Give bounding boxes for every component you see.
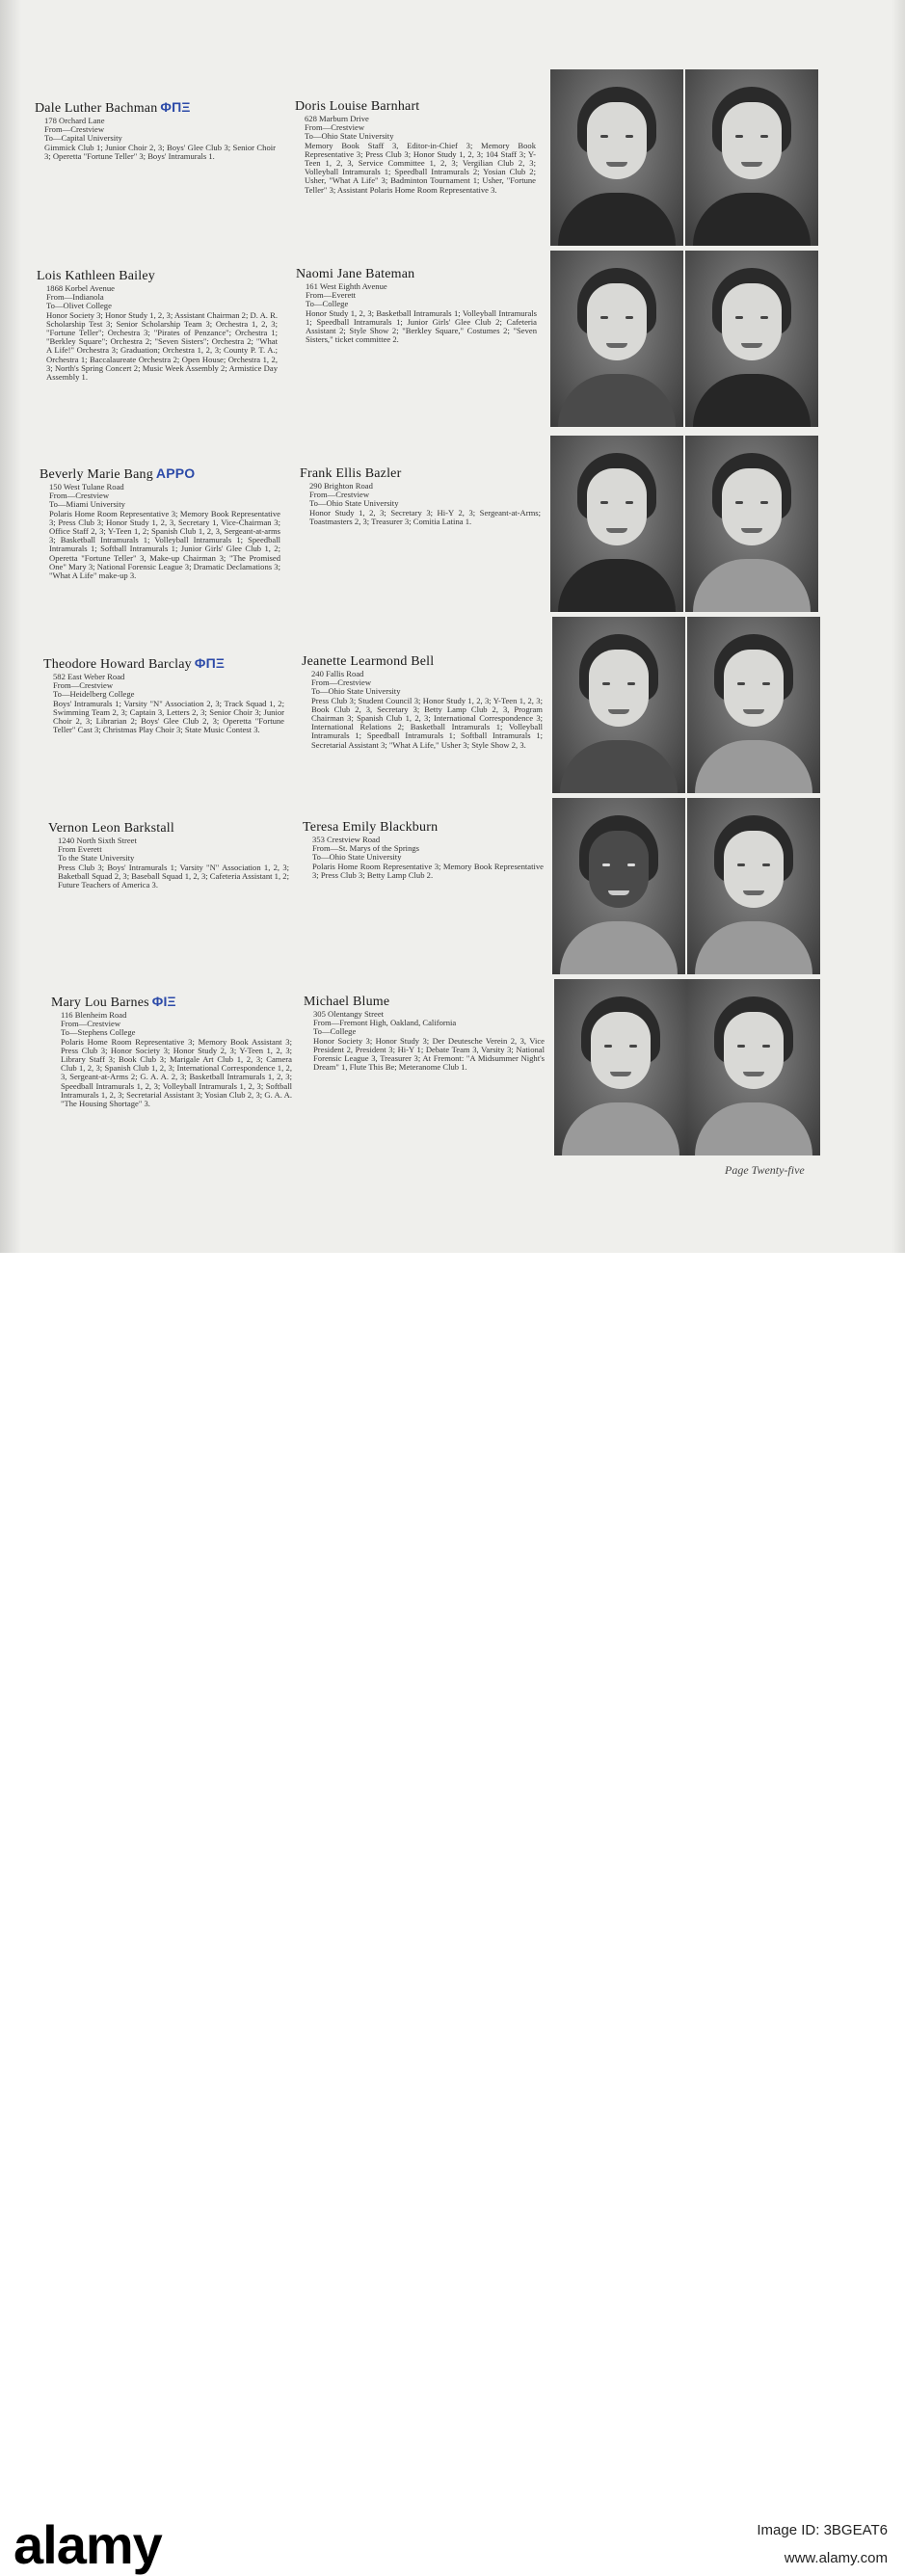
activities: Honor Society 3; Honor Study 1, 2, 3; Assistant Chairman 2; D. A. R. Scholarship Test 3; Senior Scholarship Team 3; Orchestra 1, 2, 3; "Fortune Teller"; Orchestra 3; "Pirates of Penzance"; Orchestra 1; "Berkley Square"; Orchestra 2; "Seven Sisters"; Orchestra 2; "What A Life!" Orchestra 3; Graduation; Orchestra 1, 2, 3; County P. T. A.; Orchestra 1; Baccalaureate Orchestra 2; Open House; Orchestra 1, 2, 3; North's Spring Concert 2; Music Week Assembly 2; Armistice Day Assembly 1. <box>46 309 278 383</box>
address: 150 West Tulane Road <box>49 482 124 491</box>
entry-bateman <box>296 267 537 344</box>
brand-logo: alamy <box>13 2514 162 2575</box>
address: 178 Orchard Lane <box>44 116 105 125</box>
image-id-block <box>757 2521 888 2567</box>
image-url: www.alamy.com <box>784 2550 888 2566</box>
portrait-photo <box>687 979 820 1155</box>
handwritten-mark: ΦΠΞ <box>194 655 226 671</box>
to-school: To—Heidelberg College <box>53 689 135 700</box>
student-name: Jeanette Learmond Bell <box>302 654 435 669</box>
student-name: Teresa Emily Blackburn <box>303 820 439 835</box>
entry-bazler <box>300 466 541 526</box>
to-school: To—Capital University <box>44 133 122 144</box>
address: 353 Crestview Road <box>312 835 381 844</box>
address: 161 West Eighth Avenue <box>306 281 387 291</box>
student-name: Lois Kathleen Bailey <box>37 269 155 283</box>
to-school: To the State University <box>58 853 135 863</box>
address: 290 Brighton Road <box>309 481 373 491</box>
to-school: To—Ohio State University <box>312 852 402 863</box>
to-school: To—College <box>306 299 349 309</box>
to-school: To—Olivet College <box>46 301 112 311</box>
entry-bailey <box>37 269 278 382</box>
from-school: From—Indianola <box>46 292 104 303</box>
yearbook-page <box>0 0 905 1253</box>
student-name: Frank Ellis Bazler <box>300 466 402 481</box>
from-school: From Everett <box>58 844 102 855</box>
address: 1868 Korbel Avenue <box>46 283 115 293</box>
address: 628 Marburn Drive <box>305 114 369 123</box>
activities: Honor Society 3; Honor Study 3; Der Deutesche Verein 2, 3, Vice President 2, President 3; Hi-Y 1; Debate Team 3, Varsity 3; National Forensic League 3, Treasurer 3; At Fremont: "A Midsummer Night's Dream" 1, Flute This Be; Meteranome Club 1. <box>313 1035 545 1073</box>
to-school: To—Ohio State University <box>311 686 401 697</box>
address: 116 Blenheim Road <box>61 1010 127 1020</box>
handwritten-mark: ΑΡΡΟ <box>155 465 196 481</box>
activities: Polaris Home Room Representative 3; Memory Book Assistant 3; Press Club 3; Honor Society 3; Honor Study 2, 3; Y-Teen 1, 2, 3; Library Staff 3; Book Club 3; Marigale Art Club 1, 2, 3; Camera Club 1, 2, 3; Spanish Club 1, 2, 3; International Correspondence 1, 2, 3, Sergeant-at-Arms 2; G. A. A. 2, 3; Basketball Intramurals 1, 2, 3; Speedball Intramurals 1, 2, 3; Volleyball Intramurals 1, 2, 3; Softball Intramurals 1, 2, 3; Secretarial Assistant 3; Yosian Club 2, 3; G. A. A. "The Housing Shortage" 3. <box>61 1036 292 1109</box>
student-name: Michael Blume <box>304 995 390 1009</box>
entry-bell <box>302 654 543 750</box>
student-name: Beverly Marie Bang <box>40 467 153 482</box>
portrait-photo <box>554 979 687 1155</box>
entry-barnes <box>51 994 292 1108</box>
portrait-photo <box>552 617 685 793</box>
handwritten-mark: ΦΙΞ <box>151 994 176 1009</box>
portrait-photo <box>685 69 818 246</box>
to-school: To—Miami University <box>49 499 125 510</box>
entry-barkstall <box>48 821 289 890</box>
activities: Boys' Intramurals 1; Varsity "N" Association 2, 3; Track Squad 1, 2; Swimming Team 2, 3; Captain 3, Letters 2, 3; Senior Choir 3; Junior Choir 2, 3; Librarian 2; Boys' Glee Club 2, 3; Operetta "Fortune Teller" Cast 3; Christmas Play Choir 3; State Music Contest 3. <box>53 698 284 735</box>
entry-blackburn <box>303 820 544 880</box>
activities: Polaris Home Room Representative 3; Memory Book Representative 3; Press Club 3; Honor Study 1, 2, 3, Secretary 1, Vice-Chairman 3; Office Staff 2, 3; Y-Teen 1, 2; Spanish Club 1, 2, 3, Sergeant-at-arms 3; Basketball Intramurals 1; Volleyball Intramurals 1; Speedball Intramurals 1; Softball Intramurals 1; Junior Girls' Glee Club 1, 2; Operetta "Fortune Teller" 3, Make-up Chairman 3; "The Promised One" Mary 3; National Forensic League 3; Dramatic Declamations 3; "What A Life" make-up 3. <box>49 508 280 581</box>
portrait-photo <box>552 798 685 974</box>
from-school: From—St. Marys of the Springs <box>312 843 420 854</box>
entry-blume <box>304 995 545 1072</box>
activities: Press Club 3; Student Council 3; Honor Study 1, 2, 3; Y-Teen 1, 2, 3; Book Club 2, 3, Secretary 3; Betty Lamp Club 2, 3, Program Chairman 3; Spanish Club 1, 2, 3; International Correspondence 3; International Relations 2; Basketball Intramurals 1; Volleyball Intramurals 1; Speedball Intramurals 1; Softball Intramurals 1; Secretarial Assistant 3; "What A Life," Usher 3; Style Show 2, 3. <box>311 695 543 750</box>
entry-barclay <box>43 655 284 734</box>
page-edge <box>892 0 905 1253</box>
entry-barnhart <box>295 99 536 195</box>
image-id: Image ID: 3BGEAT6 <box>757 2522 888 2538</box>
student-name: Vernon Leon Barkstall <box>48 821 174 836</box>
portrait-photo <box>550 436 683 612</box>
activities: Honor Study 1, 2, 3; Basketball Intramurals 1; Volleyball Intramurals 1; Speedball Intramurals 1; Junior Girls' Glee Club 2; Cafeteria Assistant 2; Style Show 2; "Berkley Square," Costumes 2; "Seven Sisters," ticket committee 2. <box>306 307 537 345</box>
entry-bachman <box>35 99 276 161</box>
from-school: From—Crestview <box>61 1019 121 1029</box>
address: 1240 North Sixth Street <box>58 836 137 845</box>
page-binding <box>0 0 21 1253</box>
address: 240 Fallis Road <box>311 669 364 678</box>
from-school: From—Fremont High, Oakland, California <box>313 1018 457 1028</box>
to-school: To—Stephens College <box>61 1027 136 1038</box>
student-name: Mary Lou Barnes <box>51 996 149 1010</box>
from-school: From—Crestview <box>305 122 365 133</box>
portrait-photo <box>550 69 683 246</box>
portrait-photo <box>687 617 820 793</box>
activities: Gimmick Club 1; Junior Choir 2, 3; Boys' Glee Club 3; Senior Choir 3; Operetta "Fortune Teller" 3; Boys' Intramurals 1. <box>44 142 276 161</box>
student-name: Theodore Howard Barclay <box>43 657 192 672</box>
from-school: From—Crestview <box>49 491 110 501</box>
activities: Press Club 3; Boys' Intramurals 1; Varsity "N" Association 1, 2, 3; Baketball Squad 2, 3; Baseball Squad 1, 2, 3; Cafeteria Assistant 1, 2; Future Teachers of America 3. <box>58 862 289 890</box>
to-school: To—Ohio State University <box>305 131 394 142</box>
activities: Polaris Home Room Representative 3; Memory Book Representative 3; Press Club 3; Betty Lamp Club 2. <box>312 861 544 880</box>
portrait-photo <box>550 251 683 427</box>
address: 305 Olentangy Street <box>313 1009 385 1019</box>
from-school: From—Crestview <box>309 490 370 500</box>
student-name: Doris Louise Barnhart <box>295 99 420 114</box>
from-school: From—Crestview <box>311 677 372 688</box>
student-name: Dale Luther Bachman <box>35 101 158 116</box>
student-name: Naomi Jane Bateman <box>296 267 415 281</box>
from-school: From—Crestview <box>53 680 114 691</box>
address: 582 East Weber Road <box>53 672 125 681</box>
to-school: To—Ohio State University <box>309 498 399 509</box>
handwritten-mark: ΦΠΞ <box>160 99 191 115</box>
portrait-photo <box>687 798 820 974</box>
from-school: From—Crestview <box>44 124 105 135</box>
activities: Memory Book Staff 3, Editor-in-Chief 3; Memory Book Representative 3; Press Club 3; Honor Study 1, 2, 3; 104 Staff 3; Y-Teen 1, 2, 3, Service Committee 1, 2, 3; Vergilian Club 2, 3; Volleyball Intramurals 1; Speedball Intramurals 2; Yosian Club 2; Usher, "What A Life" 3; Badminton Tournament 1; Usher, "Fortune Teller" 3; Assistant Polaris Home Room Representative 3. <box>305 140 536 195</box>
portrait-photo <box>685 436 818 612</box>
entry-bang <box>40 465 280 580</box>
to-school: To—College <box>313 1026 357 1037</box>
activities: Honor Study 1, 2, 3; Secretary 3; Hi-Y 2, 3; Sergeant-at-Arms; Toastmasters 2, 3; Treasurer 3; Comitia Latina 1. <box>309 507 541 526</box>
from-school: From—Everett <box>306 290 357 301</box>
portrait-photo <box>685 251 818 427</box>
page-number: Page Twenty-five <box>725 1163 805 1177</box>
watermark-bar <box>0 1253 905 2575</box>
